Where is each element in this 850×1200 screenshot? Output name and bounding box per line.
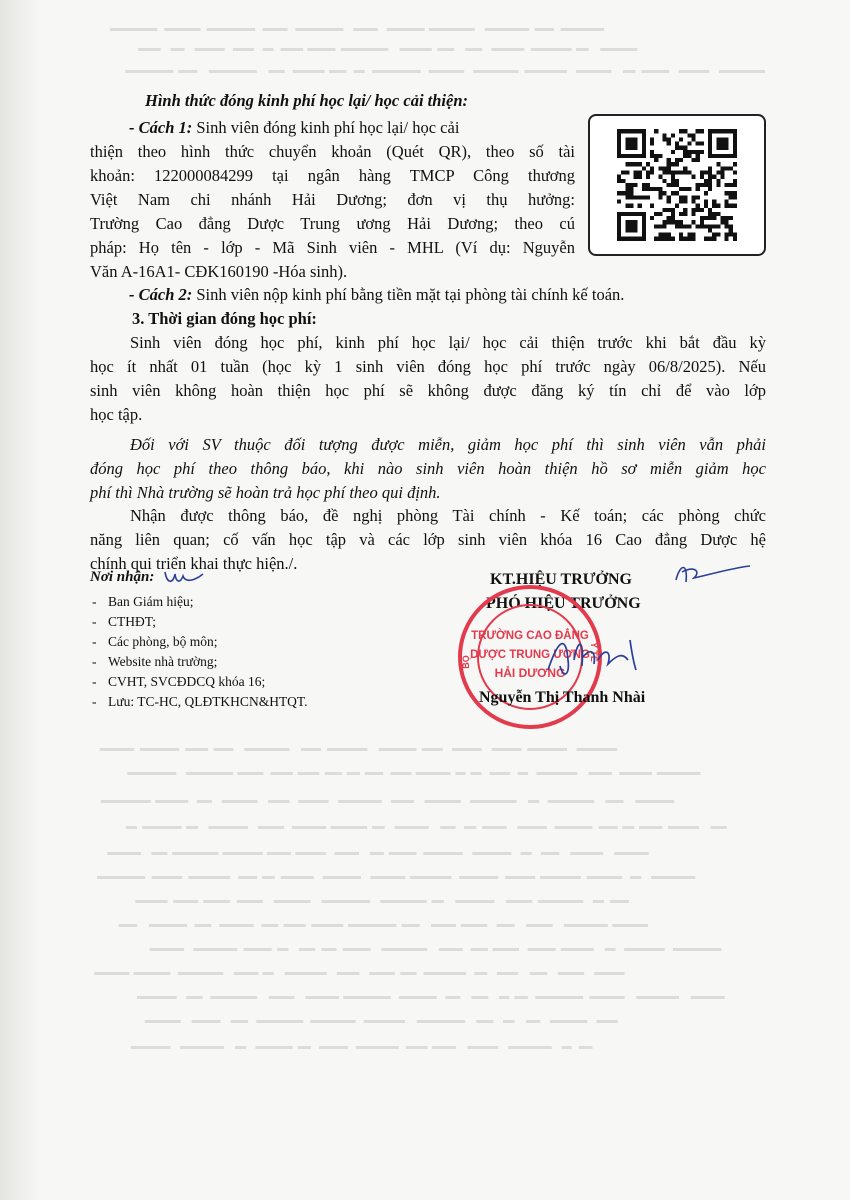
stamp-side-left: BỘ [461,655,471,669]
recipient-item: - CVHT, SVCĐDCQ khóa 16; [92,672,308,692]
method1-label: - Cách 1: [129,118,193,137]
recipient-item: - CTHĐT; [92,612,308,632]
recipient-item: - Website nhà trường; [92,652,308,672]
method1-line [129,116,575,140]
stamp-line1: TRƯỜNG CAO ĐẲNG [471,630,589,642]
recipient-item: - Các phòng, bộ môn; [92,632,308,652]
approval-scribble [672,560,752,590]
signature-title-1: KT.HIỆU TRƯỞNG [490,571,632,588]
stamp-line3: HẢI DƯƠNG [494,666,566,680]
section3-line: Sinh viên đóng học phí, kinh phí học lại/ học cải thiện trước khi bắt đầu kỳ [130,333,766,352]
section3-line: sinh viên không hoàn thiện học phí sẽ không được đăng ký tín chỉ để vào lớp [90,381,766,400]
recipient-item: - Ban Giám hiệu; [92,592,308,612]
method2-line [129,283,624,307]
exemption-note-line: phí thì Nhà trường sẽ hoàn trả học phí theo qui định. [90,483,441,502]
recipient-item: - Lưu: TC-HC, QLĐTKHCN&HTQT. [92,692,308,712]
scan-shadow [0,0,40,1200]
closing-line: chính qui triển khai thực hiện./. [90,554,298,573]
stamp-line2: DƯỢC TRUNG ƯƠNG [470,649,590,661]
method1-line: pháp: Họ tên - lớp - Mã Sinh viên - MHL (Ví dụ: Nguyễn [90,238,575,257]
section3-line: học tập. [90,405,143,424]
exemption-note-line: đóng học phí theo thông báo, khi nào sinh viên hoàn thiện hồ sơ miễn giảm học [90,459,766,478]
method2-text: Sinh viên nộp kinh phí bằng tiền mặt tại phòng tài chính kế toán. [196,285,625,304]
initial-scribble [163,566,205,590]
signature-title-2: PHÓ HIỆU TRƯỞNG [486,595,641,612]
section3-heading: 3. Thời gian đóng học phí: [132,309,317,328]
method1-text: Sinh viên đóng kinh phí học lại/ học cải [196,118,460,137]
qr-code-frame[interactable] [588,114,766,256]
recipients-list [92,592,308,712]
closing-line: Nhận được thông báo, đề nghị phòng Tài chính - Kế toán; các phòng chức [130,506,766,525]
closing-line: năng liên quan; cố vấn học tập và các lớp sinh viên khóa 16 Cao đẳng Dược hệ [90,530,766,549]
method1-line: Văn A-16A1- CĐK160190 -Hóa sinh). [90,262,348,281]
exemption-note-line: Đối với SV thuộc đối tượng được miễn, giảm học phí thì sinh viên vẫn phải [130,435,766,454]
recipients-title: Nơi nhận: [90,569,155,585]
method1-line: thiện theo hình thức chuyển khoản (Quét QR), theo số tài [90,142,575,161]
method1-line: khoản: 122000084299 tại ngân hàng TMCP Công thương [90,166,575,185]
payment-form-heading: Hình thức đóng kinh phí học lại/ học cải thiện: [145,91,468,110]
stamp-side-right: Y TẾ [589,642,599,662]
method2-label: - Cách 2: [129,285,193,304]
method1-line: Việt Nam chi nhánh Hải Dương; đơn vị thụ hưởng: [90,190,575,209]
signer-name: Nguyễn Thị Thanh Nhài [479,689,646,706]
method1-line: Trường Cao đẳng Dược Trung ương Hải Dương; theo cú [90,214,575,233]
qr-code-icon [617,129,737,241]
handwritten-signature [538,630,658,690]
section3-line: học ít nhất 01 tuần (học kỳ 1 sinh viên đóng học phí trước ngày 06/8/2025). Nếu [90,357,766,376]
